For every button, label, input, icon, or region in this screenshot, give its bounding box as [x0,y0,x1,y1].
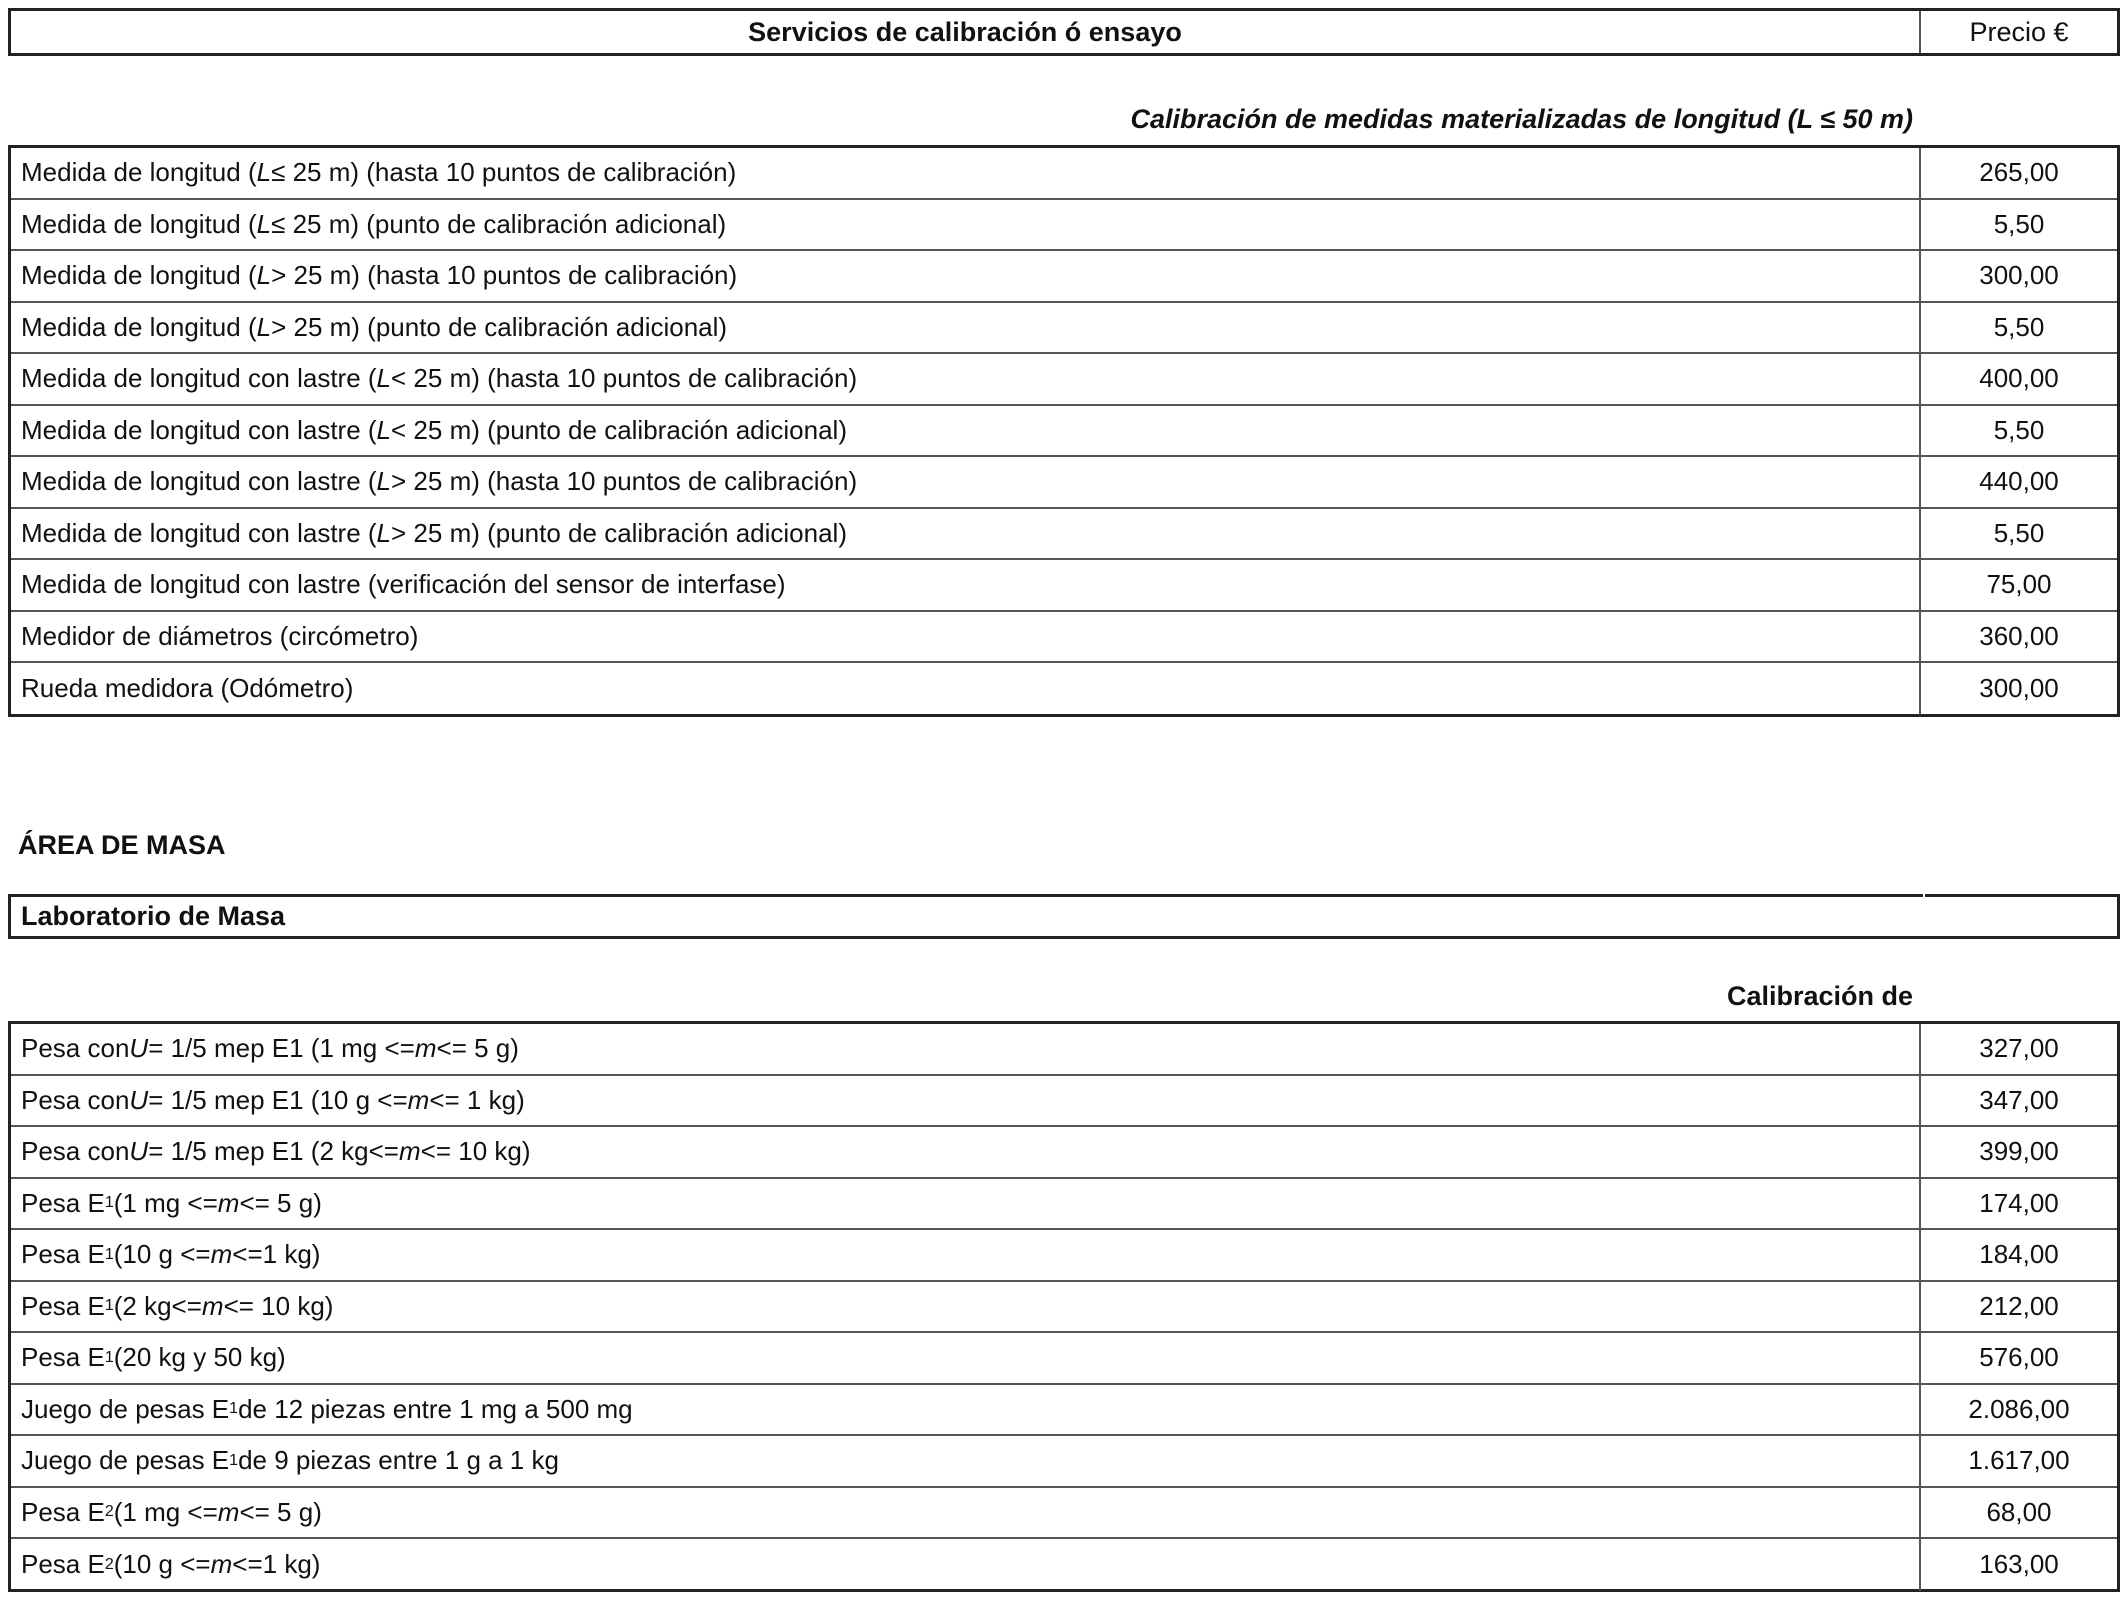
row-price: 5,50 [1919,406,2117,456]
row-price: 75,00 [1919,560,2117,610]
row-description [11,1024,1919,1074]
row-price: 300,00 [1919,663,2117,715]
description-text: Pesa E [21,1239,105,1270]
table-row [11,663,2117,715]
row-description [11,1076,1919,1126]
table-row [11,148,2117,200]
row-description [11,1385,1919,1435]
variable-symbol: L [376,466,392,497]
class-subscript: 2 [104,1503,114,1521]
row-description [11,663,1919,715]
description-text: (10 g <= [113,1239,211,1270]
description-text: (10 g <= [113,1549,211,1580]
class-subscript: 1 [104,1194,114,1212]
row-description [11,406,1919,456]
table-row [11,612,2117,664]
table-row [11,303,2117,355]
description-text: Juego de pesas E [21,1393,230,1424]
row-description [11,612,1919,662]
description-text: Pesa E [21,1496,105,1527]
row-description [11,457,1919,507]
section2-subtitle: Calibración de [1726,981,1913,1011]
description-text: Medida de longitud con lastre (verificación del sensor de interfase) [21,569,786,600]
row-description [11,509,1919,559]
table-row [11,1127,2117,1179]
row-price: 440,00 [1919,457,2117,507]
row-price: 1.617,00 [1919,1436,2117,1486]
variable-symbol: U [129,1033,149,1064]
description-text: Medida de longitud con lastre ( [21,363,377,394]
table-row [11,509,2117,561]
table-row [11,354,2117,406]
description-text: Medida de longitud con lastre ( [21,466,377,497]
section1-subtitle: Calibración de medidas materializadas de longitud (L ≤ 50 m) [1130,104,1913,134]
description-text: ≤ 25 m) (hasta 10 puntos de calibración) [271,157,737,188]
description-text: Pesa con [21,1136,130,1167]
class-subscript: 1 [229,1451,239,1469]
variable-symbol: m [414,1033,437,1064]
variable-symbol: L [376,517,392,548]
description-text: = 1/5 mep E1 (1 mg <= [148,1033,415,1064]
row-price: 347,00 [1919,1076,2117,1126]
description-text: Medida de longitud con lastre ( [21,517,377,548]
table-row [11,251,2117,303]
description-text: Medida de longitud ( [21,260,257,291]
row-price: 2.086,00 [1919,1385,2117,1435]
description-text: > 25 m) (punto de calibración adicional) [391,517,847,548]
description-text: = 1/5 mep E1 (2 kg<= [148,1136,399,1167]
variable-symbol: m [407,1084,430,1115]
row-price: 174,00 [1919,1179,2117,1229]
row-description [11,1282,1919,1332]
description-text: de 12 piezas entre 1 mg a 500 mg [238,1393,633,1424]
table-row [11,457,2117,509]
description-text: Medidor de diámetros (circómetro) [21,620,419,651]
table-row [11,1333,2117,1385]
description-text: (1 mg <= [113,1496,218,1527]
description-text: (20 kg y 50 kg) [113,1342,286,1373]
row-price: 5,50 [1919,200,2117,250]
description-text: <=1 kg) [232,1239,321,1270]
description-text: < 25 m) (punto de calibración adicional) [391,414,847,445]
description-text: Pesa E [21,1549,105,1580]
row-description [11,1539,1919,1591]
description-text: <= 5 g) [436,1033,519,1064]
row-price: 360,00 [1919,612,2117,662]
class-subscript: 1 [104,1245,114,1263]
row-price: 265,00 [1919,148,2117,198]
description-text: Pesa con [21,1033,130,1064]
variable-symbol: m [398,1136,421,1167]
variable-symbol: m [210,1239,233,1270]
description-text: > 25 m) (hasta 10 puntos de calibración) [271,260,738,291]
variable-symbol: L [376,414,392,445]
row-description [11,1230,1919,1280]
description-text: <= 1 kg) [429,1084,525,1115]
row-price: 576,00 [1919,1333,2117,1383]
description-text: Pesa E [21,1187,105,1218]
table-row [11,1230,2117,1282]
description-text: Rueda medidora (Odómetro) [21,673,354,704]
table-row [11,560,2117,612]
description-text: ≤ 25 m) (punto de calibración adicional) [271,208,727,239]
row-price: 212,00 [1919,1282,2117,1332]
description-text: > 25 m) (punto de calibración adicional) [271,311,728,342]
area-title: ÁREA DE MASA [18,830,226,860]
header-title: Servicios de calibración ó ensayo [748,16,1182,47]
variable-symbol: L [256,157,272,188]
row-price: 300,00 [1919,251,2117,301]
length-calibration-table [8,145,2120,717]
table-row [11,1076,2117,1128]
description-text: Medida de longitud ( [21,157,257,188]
table-header [8,8,2120,56]
description-text: Pesa E [21,1342,105,1373]
description-text: <= 5 g) [239,1496,322,1527]
row-description [11,1179,1919,1229]
variable-symbol: L [256,208,272,239]
row-description [11,354,1919,404]
variable-symbol: L [376,363,392,394]
table-row [11,1024,2117,1076]
row-price: 5,50 [1919,509,2117,559]
variable-symbol: U [129,1136,149,1167]
description-text: > 25 m) (hasta 10 puntos de calibración) [391,466,858,497]
row-description [11,303,1919,353]
table-row [11,1539,2117,1591]
description-text: Pesa con [21,1084,130,1115]
description-text: <=1 kg) [232,1549,321,1580]
class-subscript: 1 [104,1297,114,1315]
description-text: < 25 m) (hasta 10 puntos de calibración) [391,363,858,394]
lab-title: Laboratorio de Masa [21,901,286,931]
description-text: de 9 piezas entre 1 g a 1 kg [238,1445,559,1476]
row-description [11,1436,1919,1486]
header-price-label: Precio € [1919,11,2117,53]
table-row [11,1385,2117,1437]
description-text: Pesa E [21,1290,105,1321]
class-subscript: 1 [229,1400,239,1418]
description-text: Juego de pesas E [21,1445,230,1476]
row-price: 68,00 [1919,1488,2117,1538]
description-text: <= 10 kg) [420,1136,531,1167]
class-subscript: 1 [104,1348,114,1366]
variable-symbol: m [217,1187,240,1218]
mass-calibration-table [8,1021,2120,1592]
row-description [11,251,1919,301]
variable-symbol: m [201,1290,224,1321]
description-text: <= 10 kg) [223,1290,334,1321]
table-row [11,1436,2117,1488]
lab-title-bar [8,894,2120,939]
row-price: 163,00 [1919,1539,2117,1591]
description-text: (1 mg <= [113,1187,218,1218]
row-price: 327,00 [1919,1024,2117,1074]
row-description [11,200,1919,250]
row-price: 184,00 [1919,1230,2117,1280]
variable-symbol: U [129,1084,149,1115]
table-row [11,1488,2117,1540]
variable-symbol: m [217,1496,240,1527]
row-description [11,560,1919,610]
table-row [11,406,2117,458]
row-description [11,1333,1919,1383]
description-text: (2 kg<= [113,1290,202,1321]
variable-symbol: L [256,311,272,342]
row-price: 400,00 [1919,354,2117,404]
class-subscript: 2 [104,1555,114,1573]
table-row [11,200,2117,252]
row-price: 5,50 [1919,303,2117,353]
row-description [11,1127,1919,1177]
row-price: 399,00 [1919,1127,2117,1177]
row-description [11,1488,1919,1538]
lab-title-gap [1923,894,1925,900]
table-row [11,1179,2117,1231]
description-text: Medida de longitud ( [21,311,257,342]
table-row [11,1282,2117,1334]
description-text: Medida de longitud con lastre ( [21,414,377,445]
variable-symbol: m [210,1549,233,1580]
description-text: <= 5 g) [239,1187,322,1218]
row-description [11,148,1919,198]
description-text: Medida de longitud ( [21,208,257,239]
variable-symbol: L [256,260,272,291]
description-text: = 1/5 mep E1 (10 g <= [148,1084,408,1115]
